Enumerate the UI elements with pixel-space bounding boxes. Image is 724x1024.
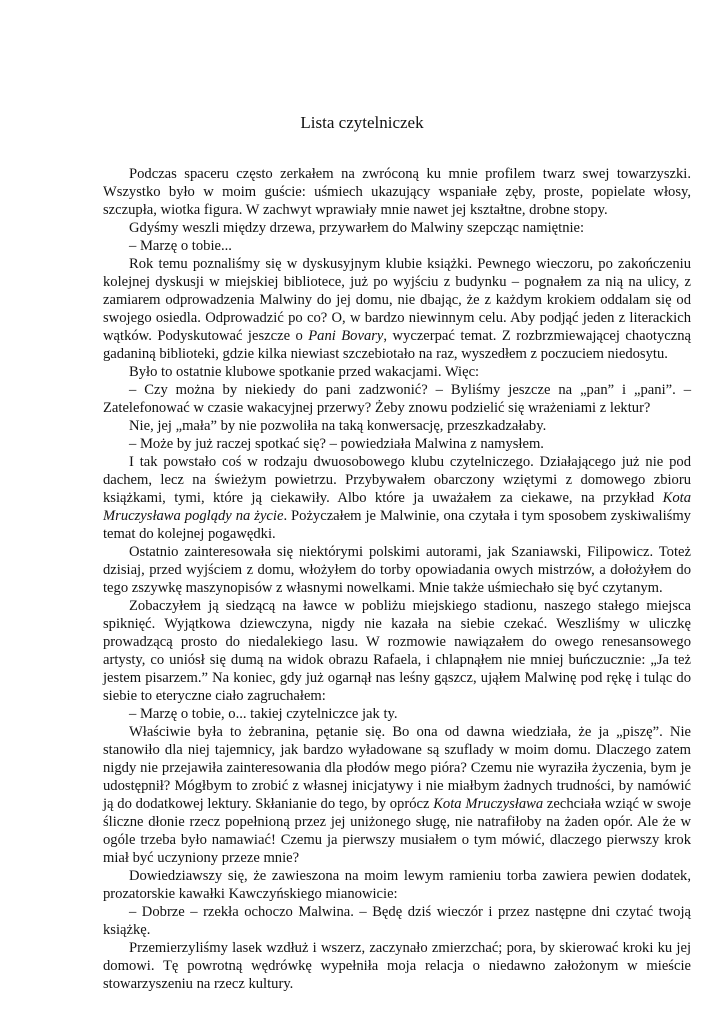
paragraph-text: Przemierzyliśmy lasek wzdłuż i wszerz, zaczynało zmierzchać; pora, by skierować kroki ku jej domowi. Tę powrotną wędrówkę wypełniła moja relacja o niedawno założonym w mieście stowarzyszeniu na rzecz kultury.: [103, 940, 691, 992]
paragraph-text: Dowiedziawszy się, że zawieszona na moim lewym ramieniu torba zawiera pewien dodatek, prozatorskie kawałki Kawczyńskiego mianowicie:: [103, 868, 691, 902]
paragraph-text: Nie, jej „mała” by nie pozwoliła na taką konwersację, przeszkadzałaby.: [129, 418, 547, 434]
book-title: Kota Mruczysława poglądy na życie: [103, 490, 691, 524]
book-title: Kota Mruczysława: [433, 796, 544, 812]
document-title: Lista czytelniczek: [300, 113, 424, 132]
paragraph-text: Rok temu poznaliśmy się w dyskusyjnym klubie książki. Pewnego wieczoru, po zakończeniu kolejnej dyskusji w miejskiej bibliotece, już po wyjściu z budynku – pognałem za nią na ulicy, z zamiarem odprowadzenia Malwiny do jej domu, nie dbając, że z każdym krokiem oddalam się od swojego osiedla. Odprowadzić po co? O, w bardzo niewinnym celu. Aby podjąć jeden z literackich wątków. Podyskutować jeszcze o: [103, 256, 691, 344]
paragraph: [103, 219, 691, 237]
paragraph: [103, 543, 691, 597]
paragraph-text: I tak powstało coś w rodzaju dwuosobowego klubu czytelniczego. Działającego już nie pod dachem, lecz na świeżym powietrzu. Przybywałem obarczony wziętymi z domowego zbioru książkami, tymi, które ją ciekawiły. Albo które ja uważałem za ciekawe, na przykład: [103, 454, 691, 506]
paragraph-text: Było to ostatnie klubowe spotkanie przed wakacjami. Więc:: [129, 364, 480, 380]
paragraph-text: zechciała wziąć w swoje śliczne dłonie rzecz popełnioną przez jej uniżonego sługę, nie natrafiłoby na żaden opór. Ale że w ogóle trzeba było namawiać! Czemu ja pierwszy musiałem o tym mówić, dlaczego pierwszy krok miał być uczyniony przeze mnie?: [103, 796, 692, 866]
document-body: [103, 165, 691, 993]
paragraph: [103, 903, 691, 939]
paragraph: [103, 597, 691, 705]
paragraph-text: . Pożyczałem je Malwinie, ona czytała i tym sposobem zyskiwaliśmy temat do kolejnej pogawędki.: [103, 508, 691, 542]
paragraph: [103, 723, 691, 867]
paragraph: [103, 939, 691, 993]
paragraph: [103, 867, 691, 903]
paragraph-text: , wyczerpać temat. Z rozbrzmiewającej chaotyczną gadaniną biblioteki, gdzie kilka niewiast szczebiotało na raz, wyszedłem z poczuciem niedosytu.: [103, 328, 691, 362]
paragraph: [103, 417, 691, 435]
paragraph: [103, 165, 691, 219]
paragraph: [103, 363, 691, 381]
paragraph-text: – Marzę o tobie, o... takiej czytelniczce jak ty.: [129, 706, 398, 722]
paragraph-text: – Czy można by niekiedy do pani zadzwonić? – Byliśmy jeszcze na „pan” i „pani”. – Zatelefonować w czasie wakacyjnej przerwy? Żeby znowu podzielić się wrażeniami z lektur?: [103, 382, 691, 416]
book-title: Pani Bovary: [308, 328, 384, 344]
paragraph: [103, 381, 691, 417]
paragraph-text: Gdyśmy weszli między drzewa, przywarłem do Malwiny szepcząc namiętnie:: [129, 220, 585, 236]
paragraph: [103, 435, 691, 453]
paragraph-text: Ostatnio zainteresowała się niektórymi polskimi autorami, jak Szaniawski, Filipowicz. Toteż dzisiaj, przed wyjściem z domu, włożyłem do torby opowiadania owych mistrzów, a dołożyłem do tego zszywkę maszynopisów z własnymi nowelkami. Mnie także uśmiechało się być czytanym.: [103, 544, 691, 596]
paragraph: [103, 237, 691, 255]
paragraph-text: Zobaczyłem ją siedzącą na ławce w pobliżu miejskiego stadionu, naszego stałego miejsca spiknięć. Wyjątkowa dziewczyna, nigdy nie kazała na siebie czekać. Weszliśmy w uliczkę prowadzącą prosto do niedalekiego lasu. W rozmowie nawiązałem do owego renesansowego artysty, co uniósł się dumą na widok obrazu Rafaela, i chlapnąłem nie mniej buńczucznie: „Ja też jestem pisarzem.” Na koniec, gdy już ogarnął nas leśny gąszcz, ująłem Malwinę pod rękę i tuląc do siebie to eteryczne ciało zagruchałem:: [103, 598, 691, 704]
paragraph: [103, 453, 691, 543]
paragraph-text: – Marzę o tobie...: [129, 238, 232, 254]
paragraph: [103, 705, 691, 723]
paragraph: [103, 255, 691, 363]
paragraph-text: – Może by już raczej spotkać się? – powiedziała Malwina z namysłem.: [129, 436, 544, 452]
paragraph-text: Podczas spaceru często zerkałem na zwróconą ku mnie profilem twarz swej towarzyszki. Wszystko było w moim guście: uśmiech ukazujący wspaniałe zęby, proste, popielate włosy, szczupła, wiotka figura. W zachwyt wprawiały mnie nawet jej kształtne, drobne stopy.: [103, 166, 691, 218]
paragraph-text: Właściwie była to żebranina, pętanie się. Bo ona od dawna wiedziała, że ja „piszę”. Nie stanowiło dla niej tajemnicy, jak bardzo wyładowane są szuflady w moim domu. Dlaczego zatem nigdy nie przejawiła zainteresowania dla płodów mego pióra? Czemu nie wyraziła życzenia, bym je udostępnił? Mógłbym to zrobić z własnej inicjatywy i nie miałbym żadnych trudności, by namówić ją do dodatkowej lektury. Skłanianie do tego, by oprócz: [103, 724, 691, 812]
paragraph-text: – Dobrze – rzekła ochoczo Malwina. – Będę dziś wieczór i przez następne dni czytać twoją książkę.: [103, 904, 691, 938]
